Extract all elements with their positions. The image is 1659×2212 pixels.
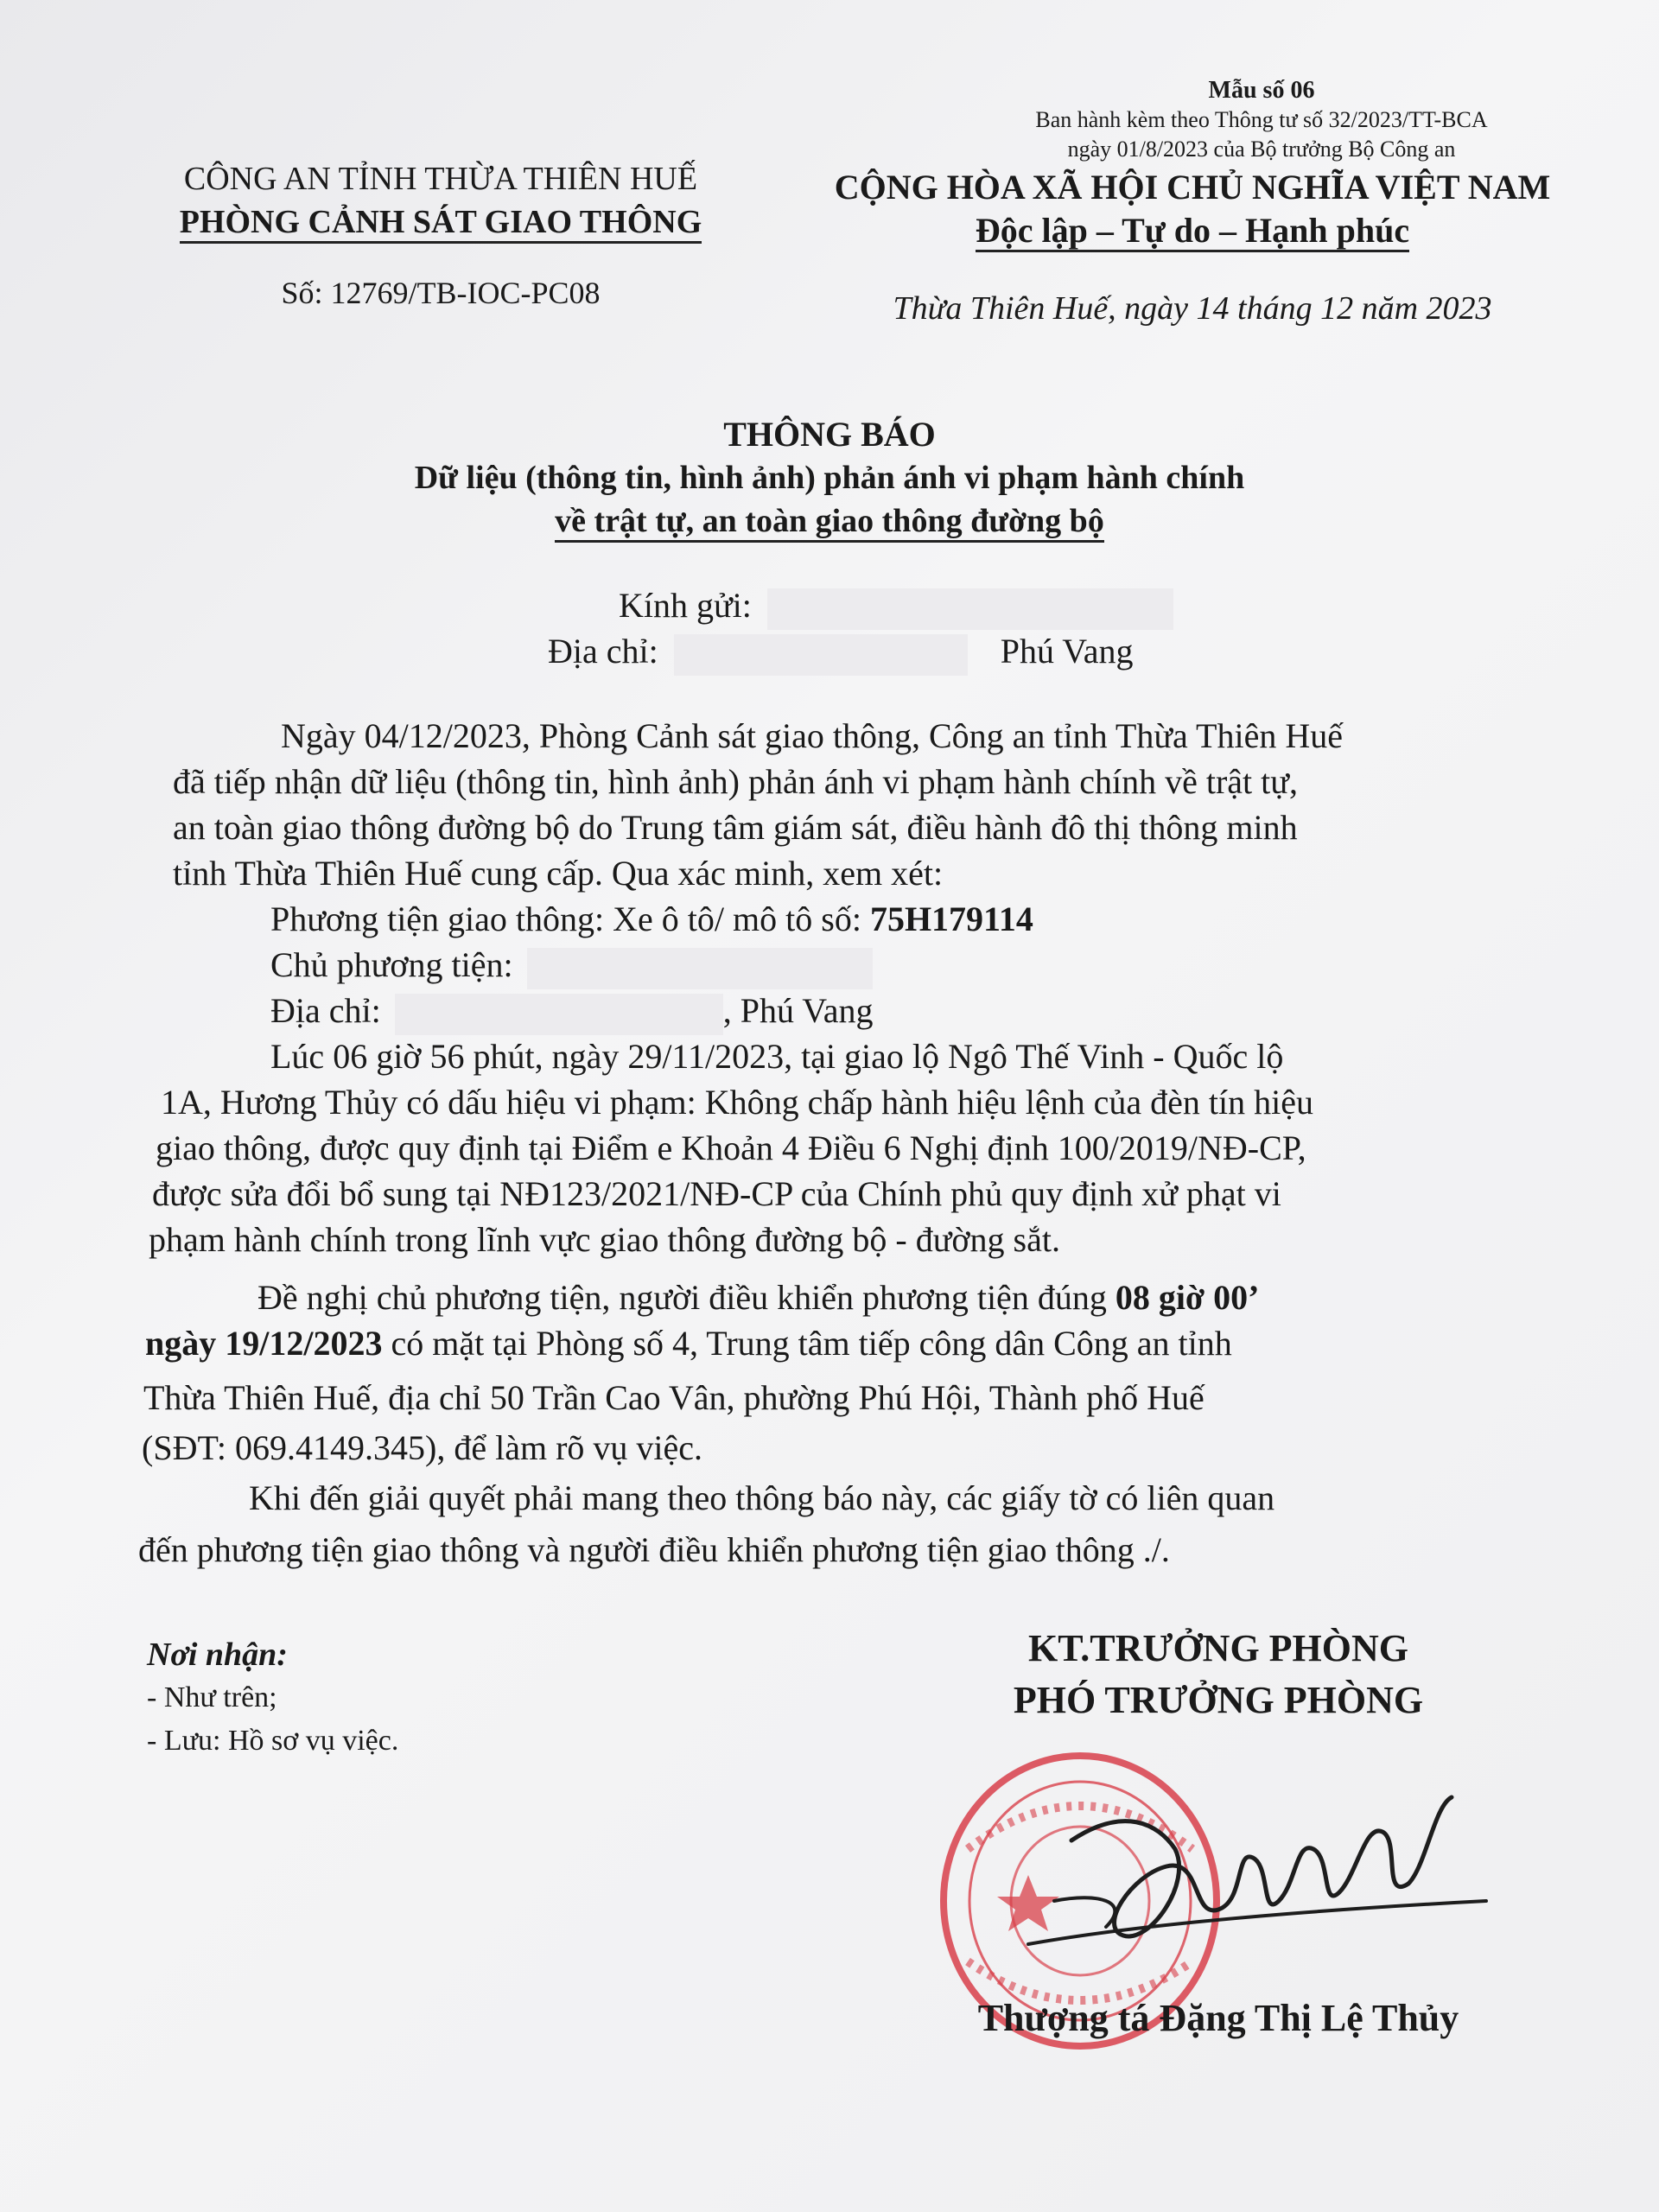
vehicle-label: Phương tiện giao thông: Xe ô tô/ mô tô số: xyxy=(270,899,870,938)
owner-address-line xyxy=(270,990,873,1035)
body-p1-line4: tỉnh Thừa Thiên Huế cung cấp. Qua xác minh, xem xét: xyxy=(173,854,944,893)
owner-label: Chủ phương tiện: xyxy=(270,945,513,984)
body-p2-line2: 1A, Hương Thủy có dấu hiệu vi phạm: Không chấp hành hiệu lệnh của đèn tín hiệu xyxy=(161,1083,1314,1122)
form-header xyxy=(933,76,1590,164)
appointment-date: ngày 19/12/2023 xyxy=(145,1324,383,1363)
agency-name: PHÒNG CẢNH SÁT GIAO THÔNG xyxy=(180,203,702,244)
agency-header xyxy=(130,157,752,244)
appointment-time: 08 giờ 00’ xyxy=(1115,1278,1260,1317)
recipient-address-tail: Phú Vang xyxy=(1000,632,1134,671)
body-p3-line3: Thừa Thiên Huế, địa chỉ 50 Trần Cao Vân, phường Phú Hội, Thành phố Huế xyxy=(143,1378,1205,1417)
nation-name: CỘNG HÒA XÃ HỘI CHỦ NGHĨA VIỆT NAM xyxy=(834,168,1551,207)
owner-address-label: Địa chỉ: xyxy=(270,991,381,1030)
body-p1-line3: an toàn giao thông đường bộ do Trung tâm giám sát, điều hành đô thị thông minh xyxy=(173,808,1298,847)
national-header xyxy=(760,166,1624,252)
body-p3-line1 xyxy=(257,1277,1259,1318)
redacted-owner xyxy=(527,948,873,989)
title-sub-2: về trật tự, an toàn giao thông đường bộ xyxy=(555,502,1104,543)
receiver-item: - Như trên; xyxy=(147,1681,277,1713)
owner-line xyxy=(270,944,873,989)
receiver-item: - Lưu: Hồ sơ vụ việc. xyxy=(147,1725,399,1757)
recipient-to xyxy=(619,585,1173,630)
form-issue-line: Ban hành kèm theo Thông tư số 32/2023/TT-BCA xyxy=(1035,107,1488,132)
signature-line-1: KT.TRƯỞNG PHÒNG xyxy=(1028,1627,1408,1669)
nation-motto: Độc lập – Tự do – Hạnh phúc xyxy=(976,212,1409,252)
recipient-address xyxy=(548,631,1133,676)
signature-title xyxy=(916,1623,1521,1726)
redacted-name xyxy=(767,588,1173,630)
redacted-owner-address xyxy=(395,994,723,1035)
redacted-address xyxy=(674,634,968,676)
body-p3-line2-text: có mặt tại Phòng số 4, Trung tâm tiếp công dân Công an tỉnh xyxy=(382,1324,1232,1363)
body-p4-line1: Khi đến giải quyết phải mang theo thông báo này, các giấy tờ có liên quan xyxy=(249,1478,1275,1517)
body-p2-line4: được sửa đổi bổ sung tại NĐ123/2021/NĐ-CP của Chính phủ quy định xử phạt vi xyxy=(152,1174,1281,1213)
recipient-to-label: Kính gửi: xyxy=(619,586,752,625)
title-sub-1: Dữ liệu (thông tin, hình ảnh) phản ánh vi phạm hành chính xyxy=(414,460,1245,496)
document-title xyxy=(259,413,1400,543)
owner-address-tail: , Phú Vang xyxy=(722,991,874,1030)
signature-line-2: PHÓ TRƯỞNG PHÒNG xyxy=(1013,1679,1424,1721)
signer-name: Thượng tá Đặng Thị Lệ Thủy xyxy=(977,1997,1459,2039)
body-p3-line4: (SĐT: 069.4149.345), để làm rõ vụ việc. xyxy=(142,1428,703,1467)
body-p1-line1: Ngày 04/12/2023, Phòng Cảnh sát giao thông, Công an tỉnh Thừa Thiên Huế xyxy=(281,716,1343,755)
recipient-address-label: Địa chỉ: xyxy=(548,632,658,671)
vehicle-plate: 75H179114 xyxy=(869,899,1033,938)
body-p3-line1-text: Đề nghị chủ phương tiện, người điều khiển phương tiện đúng xyxy=(257,1278,1116,1317)
handwritten-signature xyxy=(1020,1771,1503,1970)
receivers xyxy=(147,1633,398,1763)
body-p4-line2: đến phương tiện giao thông và người điều khiển phương tiện giao thông ./. xyxy=(138,1530,1170,1569)
body-p1-line2: đã tiếp nhận dữ liệu (thông tin, hình ảnh) phản ánh vi phạm hành chính về trật tự, xyxy=(173,762,1298,801)
vehicle-line xyxy=(270,899,1033,939)
place-date: Thừa Thiên Huế, ngày 14 tháng 12 năm 2023 xyxy=(893,290,1492,327)
body-p3-line2 xyxy=(145,1323,1232,1363)
body-p2-line3: giao thông, được quy định tại Điểm e Khoản 4 Điều 6 Nghị định 100/2019/NĐ-CP, xyxy=(156,1128,1306,1167)
document-number: Số: 12769/TB-IOC-PC08 xyxy=(281,276,601,310)
body-p2-line5: phạm hành chính trong lĩnh vực giao thông đường bộ - đường sắt. xyxy=(149,1220,1060,1259)
form-number: Mẫu số 06 xyxy=(1208,77,1315,104)
body-p2-line1: Lúc 06 giờ 56 phút, ngày 29/11/2023, tại giao lộ Ngô Thế Vinh - Quốc lộ xyxy=(270,1037,1284,1076)
form-date-line: ngày 01/8/2023 của Bộ trưởng Bộ Công an xyxy=(1067,137,1456,162)
agency-parent: CÔNG AN TỈNH THỪA THIÊN HUẾ xyxy=(183,161,698,197)
title-main: THÔNG BÁO xyxy=(723,415,936,454)
receivers-label: Nơi nhận: xyxy=(147,1637,288,1673)
